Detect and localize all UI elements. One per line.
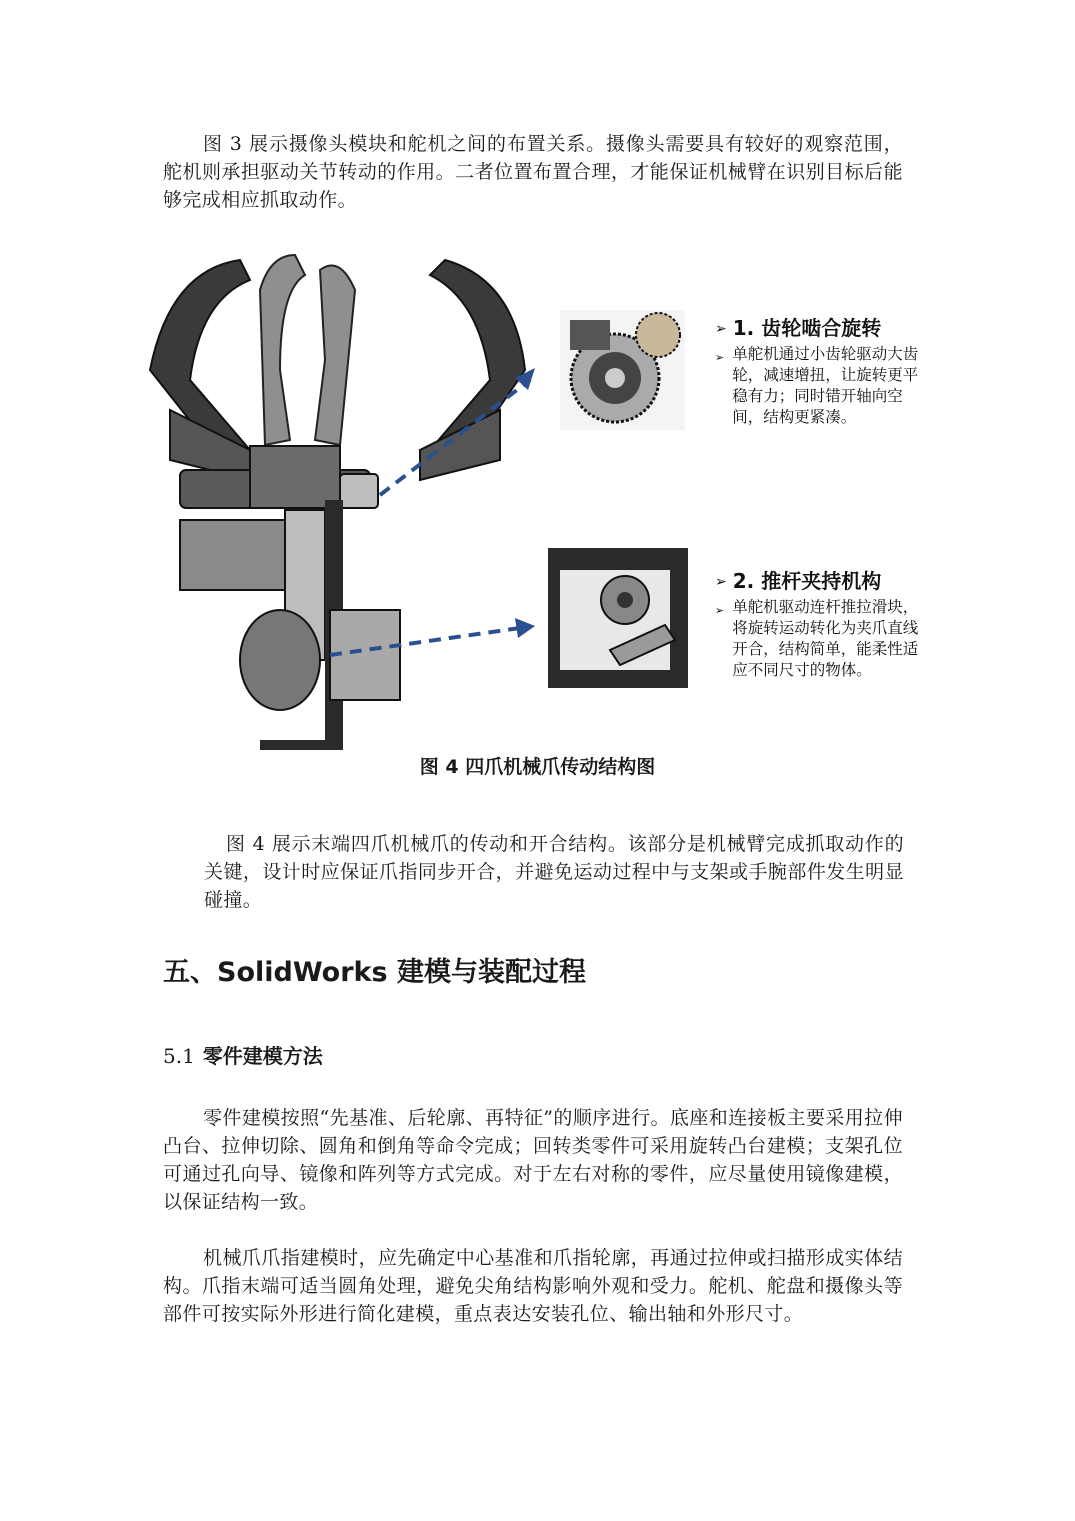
figure-caption: 图 4 四爪机械爪传动结构图 [419, 756, 656, 778]
servo-top [250, 446, 340, 508]
section-heading: 五、SolidWorks 建模与装配过程 [163, 957, 586, 988]
claw-arm-front-left [260, 255, 305, 445]
figure-claw-transmission [130, 250, 960, 750]
base-plate [260, 740, 340, 750]
gear-right [340, 474, 378, 508]
detail-pushrod-clamp [548, 548, 688, 688]
bullet-arrow-icon: ➢ [715, 574, 727, 590]
intro-paragraph: 图 3 展示摄像头模块和舵机之间的布置关系。摄像头需要具有较好的观察范围，舵机则承担驱动关节转动的作用。二者位置布置合理，才能保证机械臂在识别目标后能够完成相应抓取动作。 [163, 133, 903, 211]
subsection-title: 零件建模方法 [202, 1044, 323, 1068]
subsection-heading [163, 1040, 323, 1069]
lower-joint [240, 610, 320, 710]
servo-body [180, 520, 290, 590]
bullet-arrow-icon: ➢ [715, 604, 725, 617]
callout-2-title: 2. 推杆夹持机构 [732, 569, 882, 593]
callout-2-desc: 单舵机驱动连杆推拉滑块，将旋转运动转化为夹爪直线开合，结构简单，能柔性适应不同尺寸的物体。 [732, 598, 919, 679]
detail-gear-meshing [560, 310, 685, 430]
callout-gear-meshing [715, 312, 927, 428]
claw-arm-front-right [315, 266, 355, 446]
figure-paragraph: 图 4 展示末端四爪机械爪的传动和开合结构。该部分是机械臂完成抓取动作的关键，设计时应保证爪指同步开合，并避免运动过程中与支架或手腕部件发生明显碰撞。 [204, 833, 904, 911]
callout-1-title: 1. 齿轮啮合旋转 [732, 316, 882, 340]
bullet-arrow-icon: ➢ [715, 321, 727, 337]
subsection-number: 5.1 [163, 1044, 195, 1068]
callout-1-desc: 单舵机通过小齿轮驱动大齿轮，减速增扭，让旋转更平稳有力；同时错开轴向空间，结构更紧凑。 [732, 345, 919, 426]
paragraph-modeling-2: 机械爪爪指建模时，应先确定中心基准和爪指轮廓，再通过拉伸或扫描形成实体结构。爪指末端可适当圆角处理，避免尖角结构影响外观和受力。舵机、舵盘和摄像头等部件可按实际外形进行简化建模，重点表达安装孔位、输出轴和外形尺寸。 [163, 1247, 903, 1325]
paragraph-modeling-1: 零件建模按照“先基准、后轮廓、再特征”的顺序进行。底座和连接板主要采用拉伸凸台、拉伸切除、圆角和倒角等命令完成；回转类零件可采用旋转凸台建模；支架孔位可通过孔向导、镜像和阵列等方式完成。对于左右对称的零件，应尽量使用镜像建模，以保证结构一致。 [163, 1107, 903, 1213]
callout-pushrod [715, 565, 927, 681]
bullet-arrow-icon: ➢ [715, 351, 725, 364]
